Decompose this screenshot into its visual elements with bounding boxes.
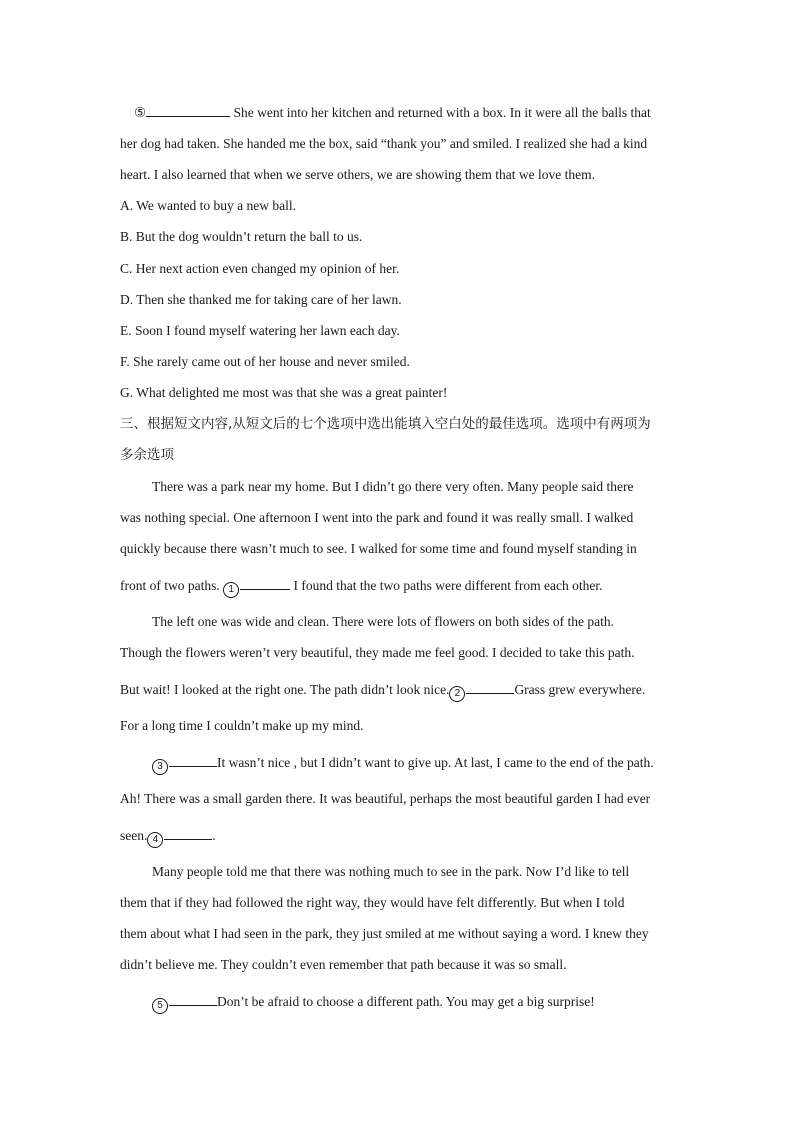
answer-blank-1 xyxy=(240,577,290,590)
option-c: C. Her next action even changed my opinion of her. xyxy=(120,261,400,276)
passage-line: them about what I had seen in the park, they just smiled at me without saying a word. I knew they xyxy=(120,926,649,941)
option-b: B. But the dog wouldn’t return the ball to us. xyxy=(120,229,363,244)
answer-blank xyxy=(146,104,230,117)
passage-line: didn’t believe me. They couldn’t even remember that path because it was so small. xyxy=(120,957,567,972)
passage-line-q1 xyxy=(120,577,675,598)
passage-text: front of two paths. xyxy=(120,578,220,593)
passage-text: Grass grew everywhere. xyxy=(514,682,646,697)
answer-blank-4 xyxy=(164,827,212,840)
question-number-1: 1 xyxy=(223,582,239,598)
question-number-5: 5 xyxy=(152,998,168,1014)
part-a-q5-line xyxy=(134,104,689,122)
answer-blank-3 xyxy=(169,754,217,767)
passage-line: them that if they had followed the right way, they would have felt differently. But when I told xyxy=(120,895,625,910)
passage-line: For a long time I couldn’t make up my mind. xyxy=(120,718,364,733)
passage-line-q3 xyxy=(152,754,707,775)
passage-line: Though the flowers weren’t very beautiful, they made me feel good. I decided to take this path. xyxy=(120,645,635,660)
passage-text: It wasn’t nice , but I didn’t want to give up. At last, I came to the end of the path. xyxy=(217,755,654,770)
passage-line: quickly because there wasn’t much to see. I walked for some time and found myself standing in xyxy=(120,541,637,556)
section-heading-cont: 多余选项 xyxy=(120,447,174,463)
passage-line: Ah! There was a small garden there. It was beautiful, perhaps the most beautiful garden I had ever xyxy=(120,791,651,806)
passage-text: But wait! I looked at the right one. The path didn’t look nice. xyxy=(120,682,450,697)
passage-text: I found that the two paths were different from each other. xyxy=(293,578,603,593)
question-number-2: 2 xyxy=(449,686,465,702)
option-f: F. She rarely came out of her house and never smiled. xyxy=(120,354,410,369)
section-heading: 三、根据短文内容,从短文后的七个选项中选出能填入空白处的最佳选项。选项中有两项为 xyxy=(120,416,651,432)
passage-line: There was a park near my home. But I didn’t go there very often. Many people said there xyxy=(152,479,634,494)
passage-line: Many people told me that there was nothing much to see in the park. Now I’d like to tell xyxy=(152,864,630,879)
q5-text: She went into her kitchen and returned with a box. In it were all the balls that xyxy=(233,105,651,120)
answer-blank-2 xyxy=(466,681,514,694)
part-a-line: heart. I also learned that when we serve others, we are showing them that we love them. xyxy=(120,167,595,182)
part-a-line: her dog had taken. She handed me the box, said “thank you” and smiled. I realized she had a kind xyxy=(120,136,648,151)
passage-text: Don’t be afraid to choose a different path. You may get a big surprise! xyxy=(217,994,595,1009)
option-g: G. What delighted me most was that she was a great painter! xyxy=(120,385,448,400)
q5-marker: ⑤ xyxy=(134,105,147,120)
question-number-4: 4 xyxy=(147,832,163,848)
option-d: D. Then she thanked me for taking care of her lawn. xyxy=(120,292,402,307)
option-a: A. We wanted to buy a new ball. xyxy=(120,198,296,213)
passage-line-q2 xyxy=(120,681,675,702)
passage-line-q4 xyxy=(120,827,675,848)
passage-text: . xyxy=(212,828,216,843)
passage-line: The left one was wide and clean. There were lots of flowers on both sides of the path. xyxy=(152,614,614,629)
passage-text: seen. xyxy=(120,828,148,843)
answer-blank-5 xyxy=(169,993,217,1006)
passage-line: was nothing special. One afternoon I went into the park and found it was really small. I walked xyxy=(120,510,634,525)
question-number-3: 3 xyxy=(152,759,168,775)
option-e: E. Soon I found myself watering her lawn each day. xyxy=(120,323,400,338)
passage-line-q5 xyxy=(152,993,707,1014)
